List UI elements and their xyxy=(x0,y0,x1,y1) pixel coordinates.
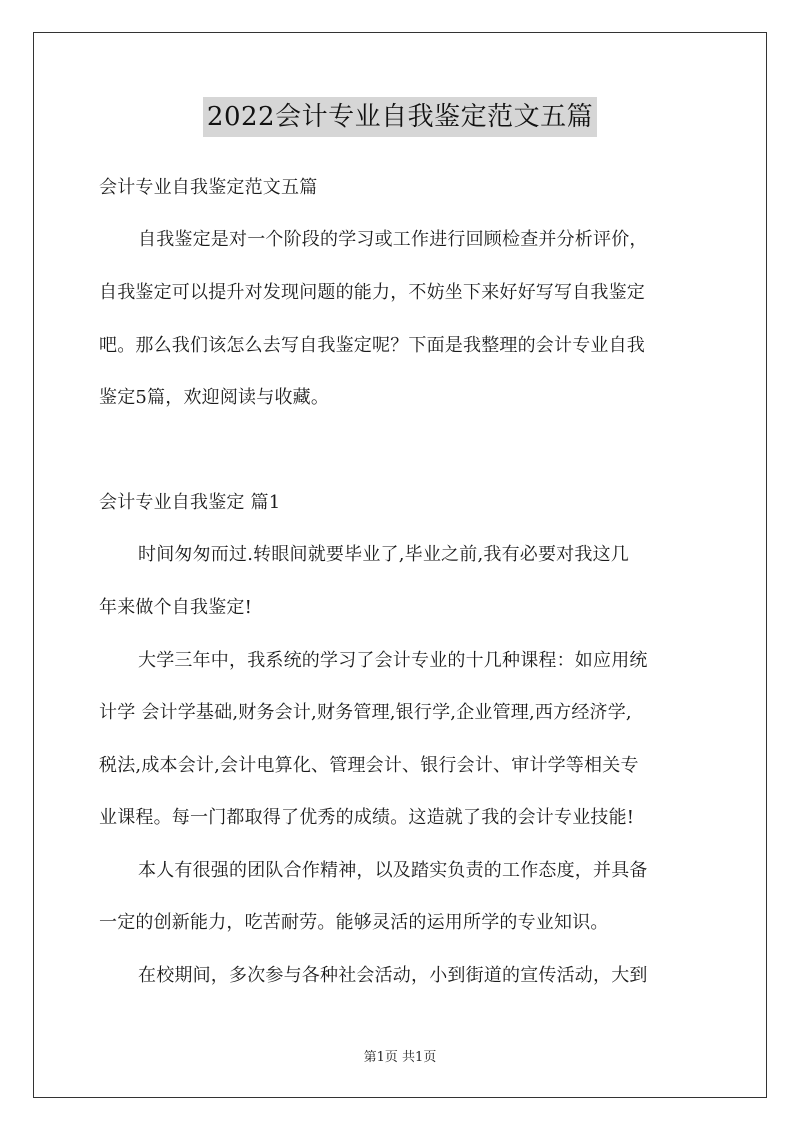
title-container xyxy=(0,97,800,137)
body-line: 计学 会计学基础,财务会计,财务管理,银行学,企业管理,西方经济学, xyxy=(99,702,632,723)
intro-line: 自我鉴定可以提升对发现问题的能力，不妨坐下来好好写写自我鉴定 xyxy=(99,282,645,303)
body-line: 税法,成本会计,会计电算化、管理会计、银行会计、审计学等相关专 xyxy=(99,755,639,776)
section-heading: 会计专业自我鉴定 篇1 xyxy=(99,492,281,513)
intro-line: 鉴定5篇，欢迎阅读与收藏。 xyxy=(99,387,330,408)
body-line: 一定的创新能力，吃苦耐劳。能够灵活的运用所学的专业知识。 xyxy=(99,912,609,933)
body-line: 在校期间，多次参与各种社会活动，小到街道的宣传活动，大到 xyxy=(138,965,648,986)
intro-line: 自我鉴定是对一个阶段的学习或工作进行回顾检查并分析评价， xyxy=(138,229,648,250)
body-line: 时间匆匆而过.转眼间就要毕业了,毕业之前,我有必要对我这几 xyxy=(138,544,629,565)
intro-line: 吧。那么我们该怎么去写自我鉴定呢？下面是我整理的会计专业自我 xyxy=(99,335,645,356)
page-footer: 第1页 共1页 xyxy=(363,1050,437,1065)
subtitle: 会计专业自我鉴定范文五篇 xyxy=(99,177,318,198)
body-line: 本人有很强的团队合作精神，以及踏实负责的工作态度，并具备 xyxy=(138,860,648,881)
body-line: 业课程。每一门都取得了优秀的成绩。这造就了我的会计专业技能! xyxy=(99,807,635,828)
body-line: 大学三年中，我系统的学习了会计专业的十几种课程：如应用统 xyxy=(138,650,648,671)
document-title: 2022会计专业自我鉴定范文五篇 xyxy=(203,97,597,137)
body-line: 年来做个自我鉴定! xyxy=(99,597,253,618)
